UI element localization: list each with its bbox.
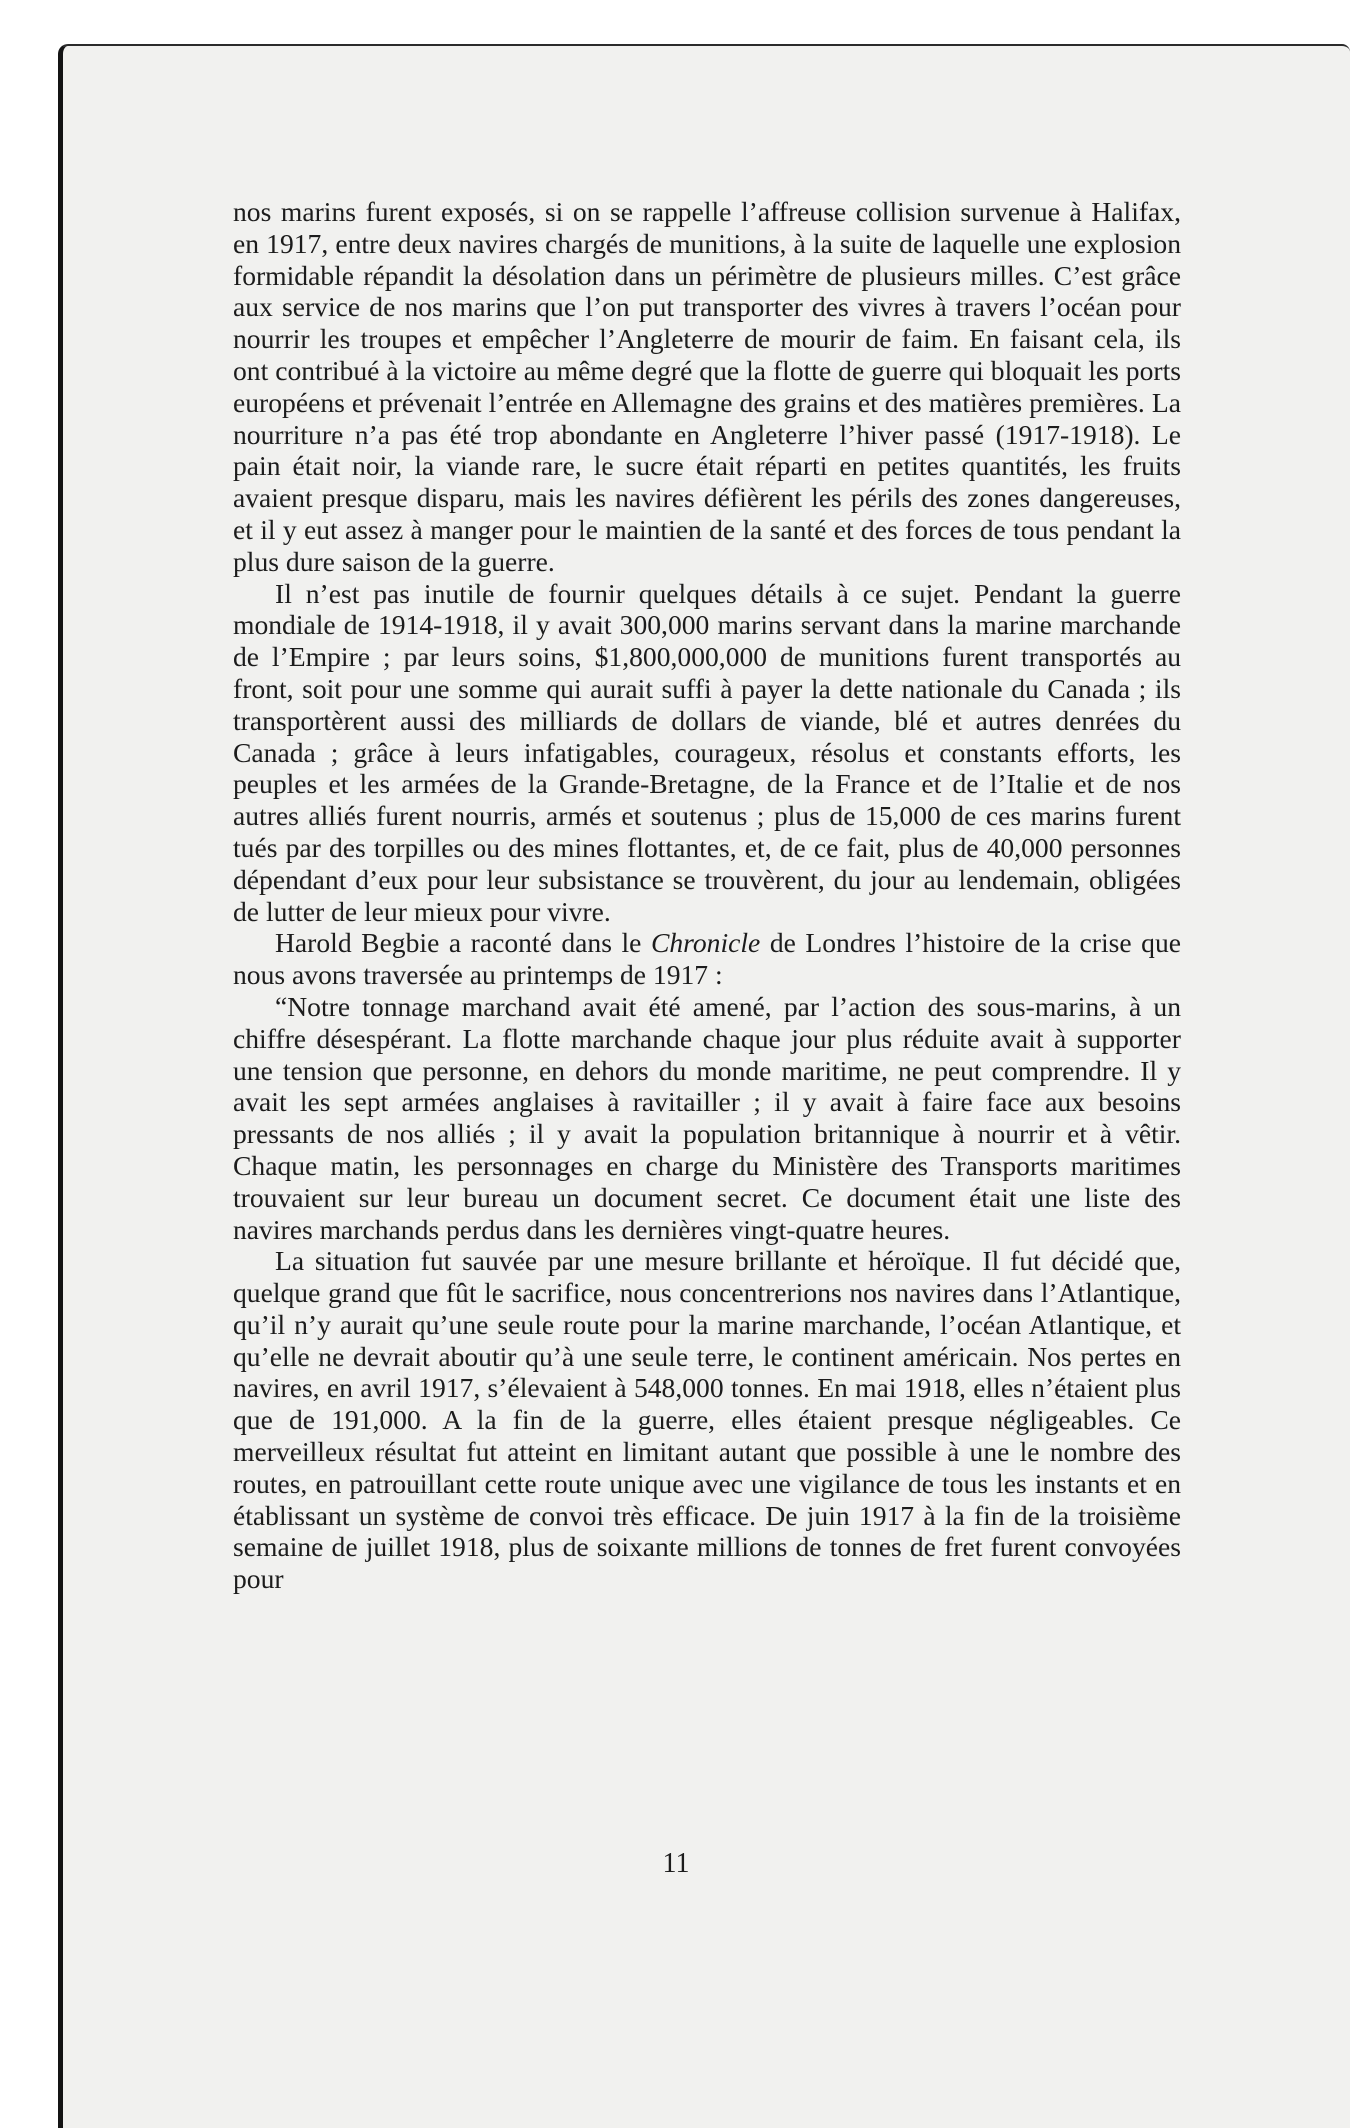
body-text: [233, 196, 1181, 1595]
paragraph-situation-saved: La situation fut sauvée par une mesure brillante et héroïque. Il fut décidé que, quelque grand que fût le sacrifice, nous concentrerions nos navires dans l’Atlantique, qu’il n’y aurait qu’une seule route pour la marine marchande, l’océan Atlantique, et qu’elle ne devrait aboutir qu’à une seule terre, le continent américain. Nos pertes en navires, en avril 1917, s’élevaient à 548,000 tonnes. En mai 1918, elles n’étaient plus que de 191,000. A la fin de la guerre, elles étaient presque négligeables. Ce merveilleux résultat fut atteint en limitant autant que possible à une le nombre des routes, en patrouillant cette route unique avec une vigilance de tous les instants et en établissant un système de convoi très efficace. De juin 1917 à la fin de la troisième semaine de juillet 1918, plus de soixante millions de tonnes de fret furent convoyées pour: [233, 1245, 1181, 1595]
paragraph-continued: nos marins furent exposés, si on se rappelle l’affreuse collision survenue à Halifax, en 1917, entre deux navires chargés de munitions, à la suite de laquelle une explosion formidable répandit la désolation dans un périmètre de plusieurs milles. C’est grâce aux service de nos marins que l’on put transporter des vivres à travers l’océan pour nourrir les troupes et empêcher l’Angleterre de mourir de faim. En faisant cela, ils ont contribué à la victoire au même degré que la flotte de guerre qui bloquait les ports européens et prévenait l’entrée en Allemagne des grains et des matières premières. La nourriture n’a pas été trop abondante en Angleterre l’hiver passé (1917-1918). Le pain était noir, la viande rare, le sucre était réparti en petites quantités, les fruits avaient presque disparu, mais les navires défièrent les périls des zones dangereuses, et il y eut assez à manger pour le maintien de la santé et des forces de tous pendant la plus dure saison de la guerre.: [233, 196, 1181, 577]
paragraph-merchant-marine-details: Il n’est pas inutile de fournir quelques détails à ce sujet. Pendant la guerre mondiale de 1914-1918, il y avait 300,000 marins servant dans la marine marchande de l’Empire ; par leurs soins, $1,800,000,000 de munitions furent transportés au front, soit pour une somme qui aurait suffi à payer la dette nationale du Canada ; ils transportèrent aussi des milliards de dollars de viande, blé et autres denrées du Canada ; grâce à leurs infatigables, courageux, résolus et constants efforts, les peuples et les armées de la Grande-Bretagne, de la France et de l’Italie et de nos autres alliés furent nourris, armés et soutenus ; plus de 15,000 de ces marins furent tués par des torpilles ou des mines flottantes, et, de ce fait, plus de 40,000 personnes dépendant d’eux pour leur subsistance se trouvèrent, du jour au lendemain, obligées de lutter de leur mieux pour vivre.: [233, 577, 1181, 927]
paragraph-begbie-intro-start: Harold Begbie a raconté dans le: [275, 927, 651, 959]
paragraph-begbie-intro-end: de Londres l’histoire de la crise que nous avons traversée au printemps de 1917 :: [233, 927, 1182, 991]
paragraph-begbie-intro: [233, 927, 1181, 991]
page-number: 11: [662, 1848, 690, 1879]
paragraph-quote-tonnage: “Notre tonnage marchand avait été amené, par l’action des sous-marins, à un chiffre désespérant. La flotte marchande chaque jour plus réduite avait à supporter une tension que personne, en dehors du monde maritime, ne peut comprendre. Il y avait les sept armées anglaises à ravitailler ; il y avait à faire face aux besoins pressants de nos alliés ; il y avait la population britannique à nourrir et à vêtir. Chaque matin, les personnages en charge du Ministère des Transports maritimes trouvaient sur leur bureau un document secret. Ce document était une liste des navires marchands perdus dans les dernières vingt-quatre heures.: [233, 990, 1181, 1245]
chronicle-title: Chronicle: [650, 927, 761, 959]
